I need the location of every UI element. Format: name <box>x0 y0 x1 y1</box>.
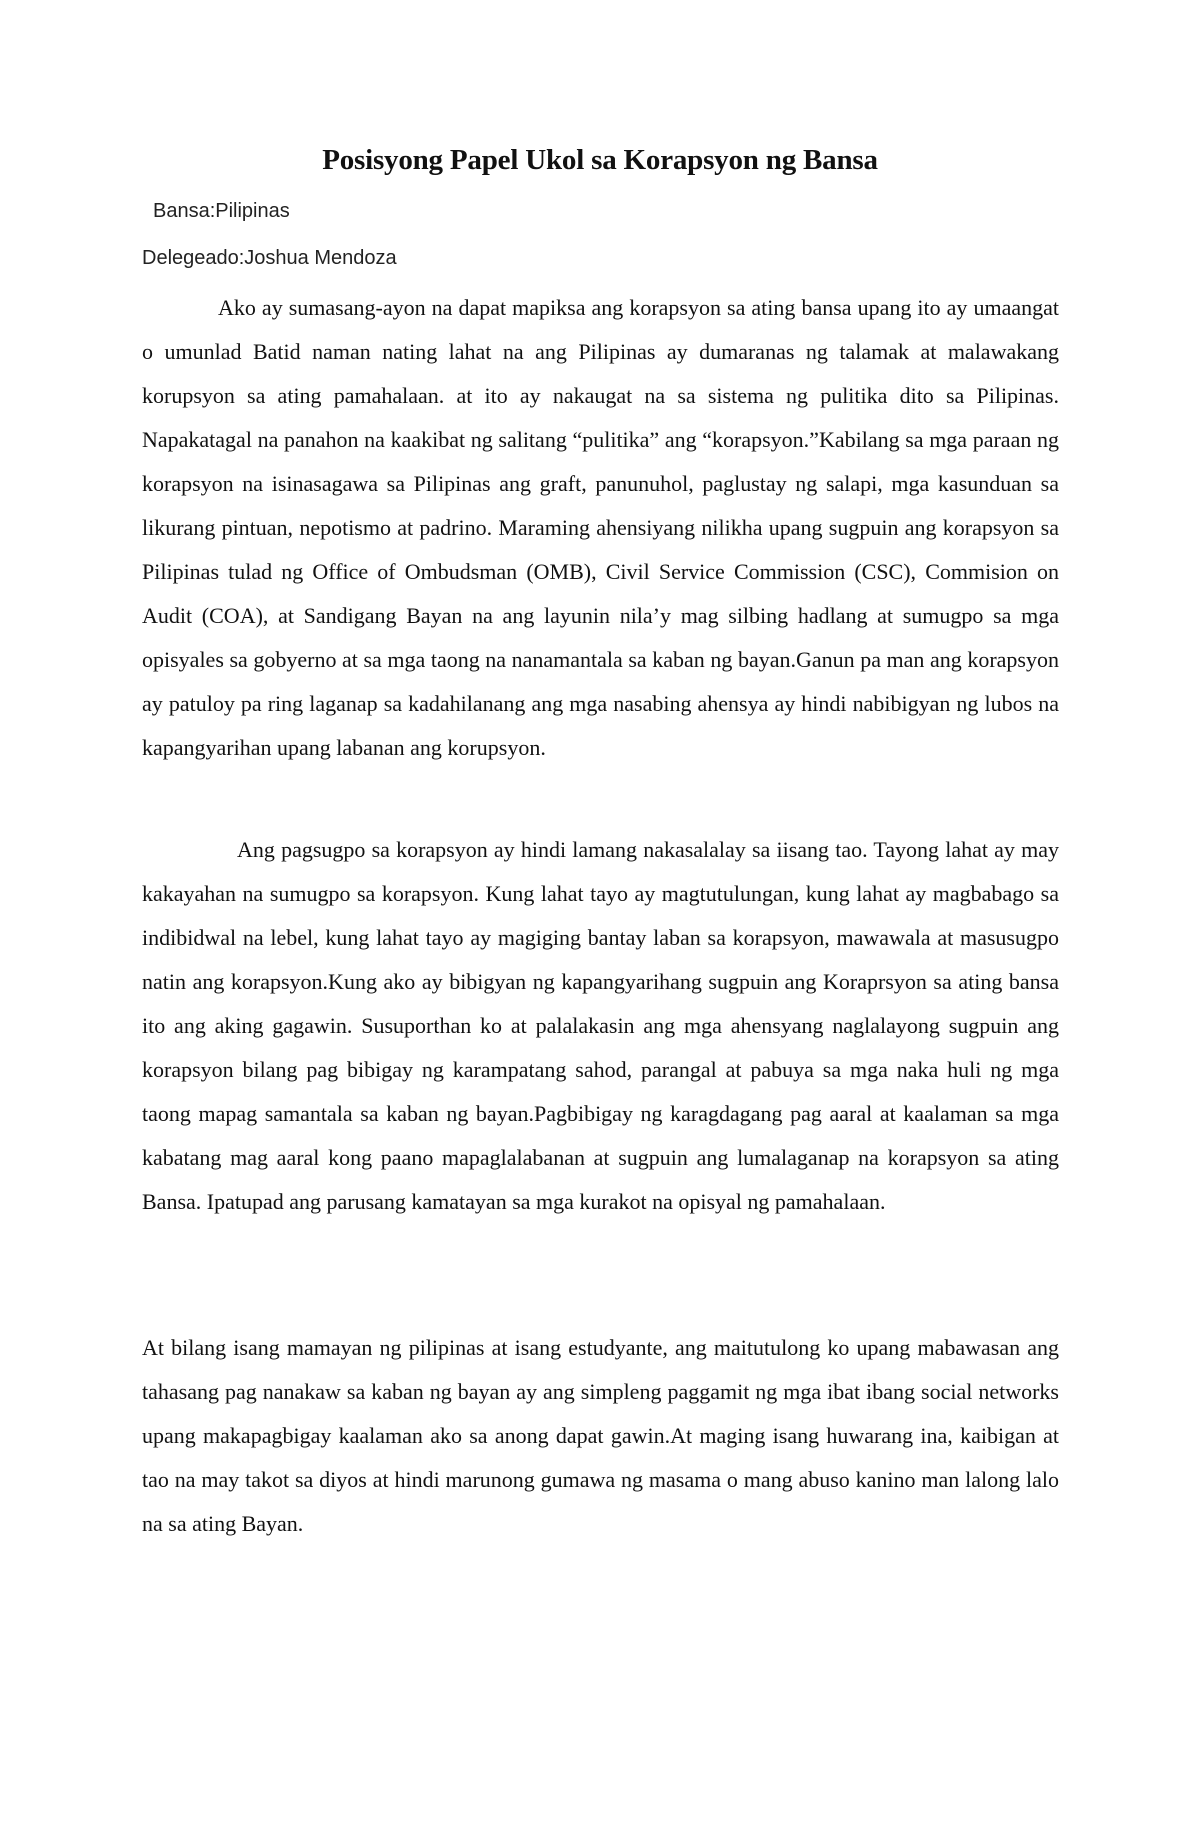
document-title: Posisyong Papel Ukol sa Korapsyon ng Bansa <box>322 144 878 176</box>
paragraph-1: Ako ay sumasang-ayon na dapat mapiksa ang korapsyon sa ating bansa upang ito ay umaangat o umunlad Batid naman nating lahat na ang Pilipinas ay dumaranas ng talamak at malawakang korupsyon sa ating pamahalaan. at ito ay nakaugat na sa sistema ng pulitika dito sa Pilipinas. Napakatagal na panahon na kaakibat ng salitang “pulitika” ang “korapsyon.”Kabilang sa mga paraan ng korapsyon na isinasagawa sa Pilipinas ang graft, panunuhol, paglustay ng salapi, mga kasunduan sa likurang pintuan, nepotismo at padrino. Maraming ahensiyang nilikha upang sugpuin ang korapsyon sa Pilipinas tulad ng Office of Ombudsman (OMB), Civil Service Commission (CSC), Commision on Audit (COA), at Sandigang Bayan na ang layunin nila’y mag silbing hadlang at sumugpo sa mga opisyales sa gobyerno at sa mga taong na nanamantala sa kaban ng bayan.Ganun pa man ang korapsyon ay patuloy pa ring laganap sa kadahilanang ang mga nasabing ahensya ay hindi nabibigyan ng lubos na kapangyarihan upang labanan ang korupsyon. <box>142 295 1059 760</box>
country-line: Bansa:Pilipinas <box>153 200 290 222</box>
paragraph-3: At bilang isang mamayan ng pilipinas at isang estudyante, ang maitutulong ko upang mabawasan ang tahasang pag nanakaw sa kaban ng bayan ay ang simpleng paggamit ng mga ibat ibang social networks upang makapagbigay kaalaman ako sa anong dapat gawin.At maging isang huwarang ina, kaibigan at tao na may takot sa diyos at hindi marunong gumawa ng masama o mang abuso kanino man lalong lalo na sa ating Bayan. <box>142 1335 1059 1536</box>
paragraph-2: Ang pagsugpo sa korapsyon ay hindi lamang nakasalalay sa iisang tao. Tayong lahat ay may kakayahan na sumugpo sa korapsyon. Kung lahat tayo ay magtutulungan, kung lahat ay magbabago sa indibidwal na lebel, kung lahat tayo ay magiging bantay laban sa korapsyon, mawawala at masusugpo natin ang korapsyon.Kung ako ay bibigyan ng kapangyarihang sugpuin ang Koraprsyon sa ating bansa ito ang aking gagawin. Susuporthan ko at palalakasin ang mga ahensyang naglalayong sugpuin ang korapsyon bilang pag bibigay ng karampatang sahod, parangal at pabuya sa mga naka huli ng mga taong mapag samantala sa kaban ng bayan.Pagbibigay ng karagdagang pag aaral at kaalaman sa mga kabatang mag aaral kong paano mapaglalabanan at sugpuin ang lumalaganap na korapsyon sa ating Bansa. Ipatupad ang parusang kamatayan sa mga kurakot na opisyal ng pamahalaan. <box>142 837 1059 1214</box>
delegate-line: Delegeado:Joshua Mendoza <box>142 247 397 269</box>
